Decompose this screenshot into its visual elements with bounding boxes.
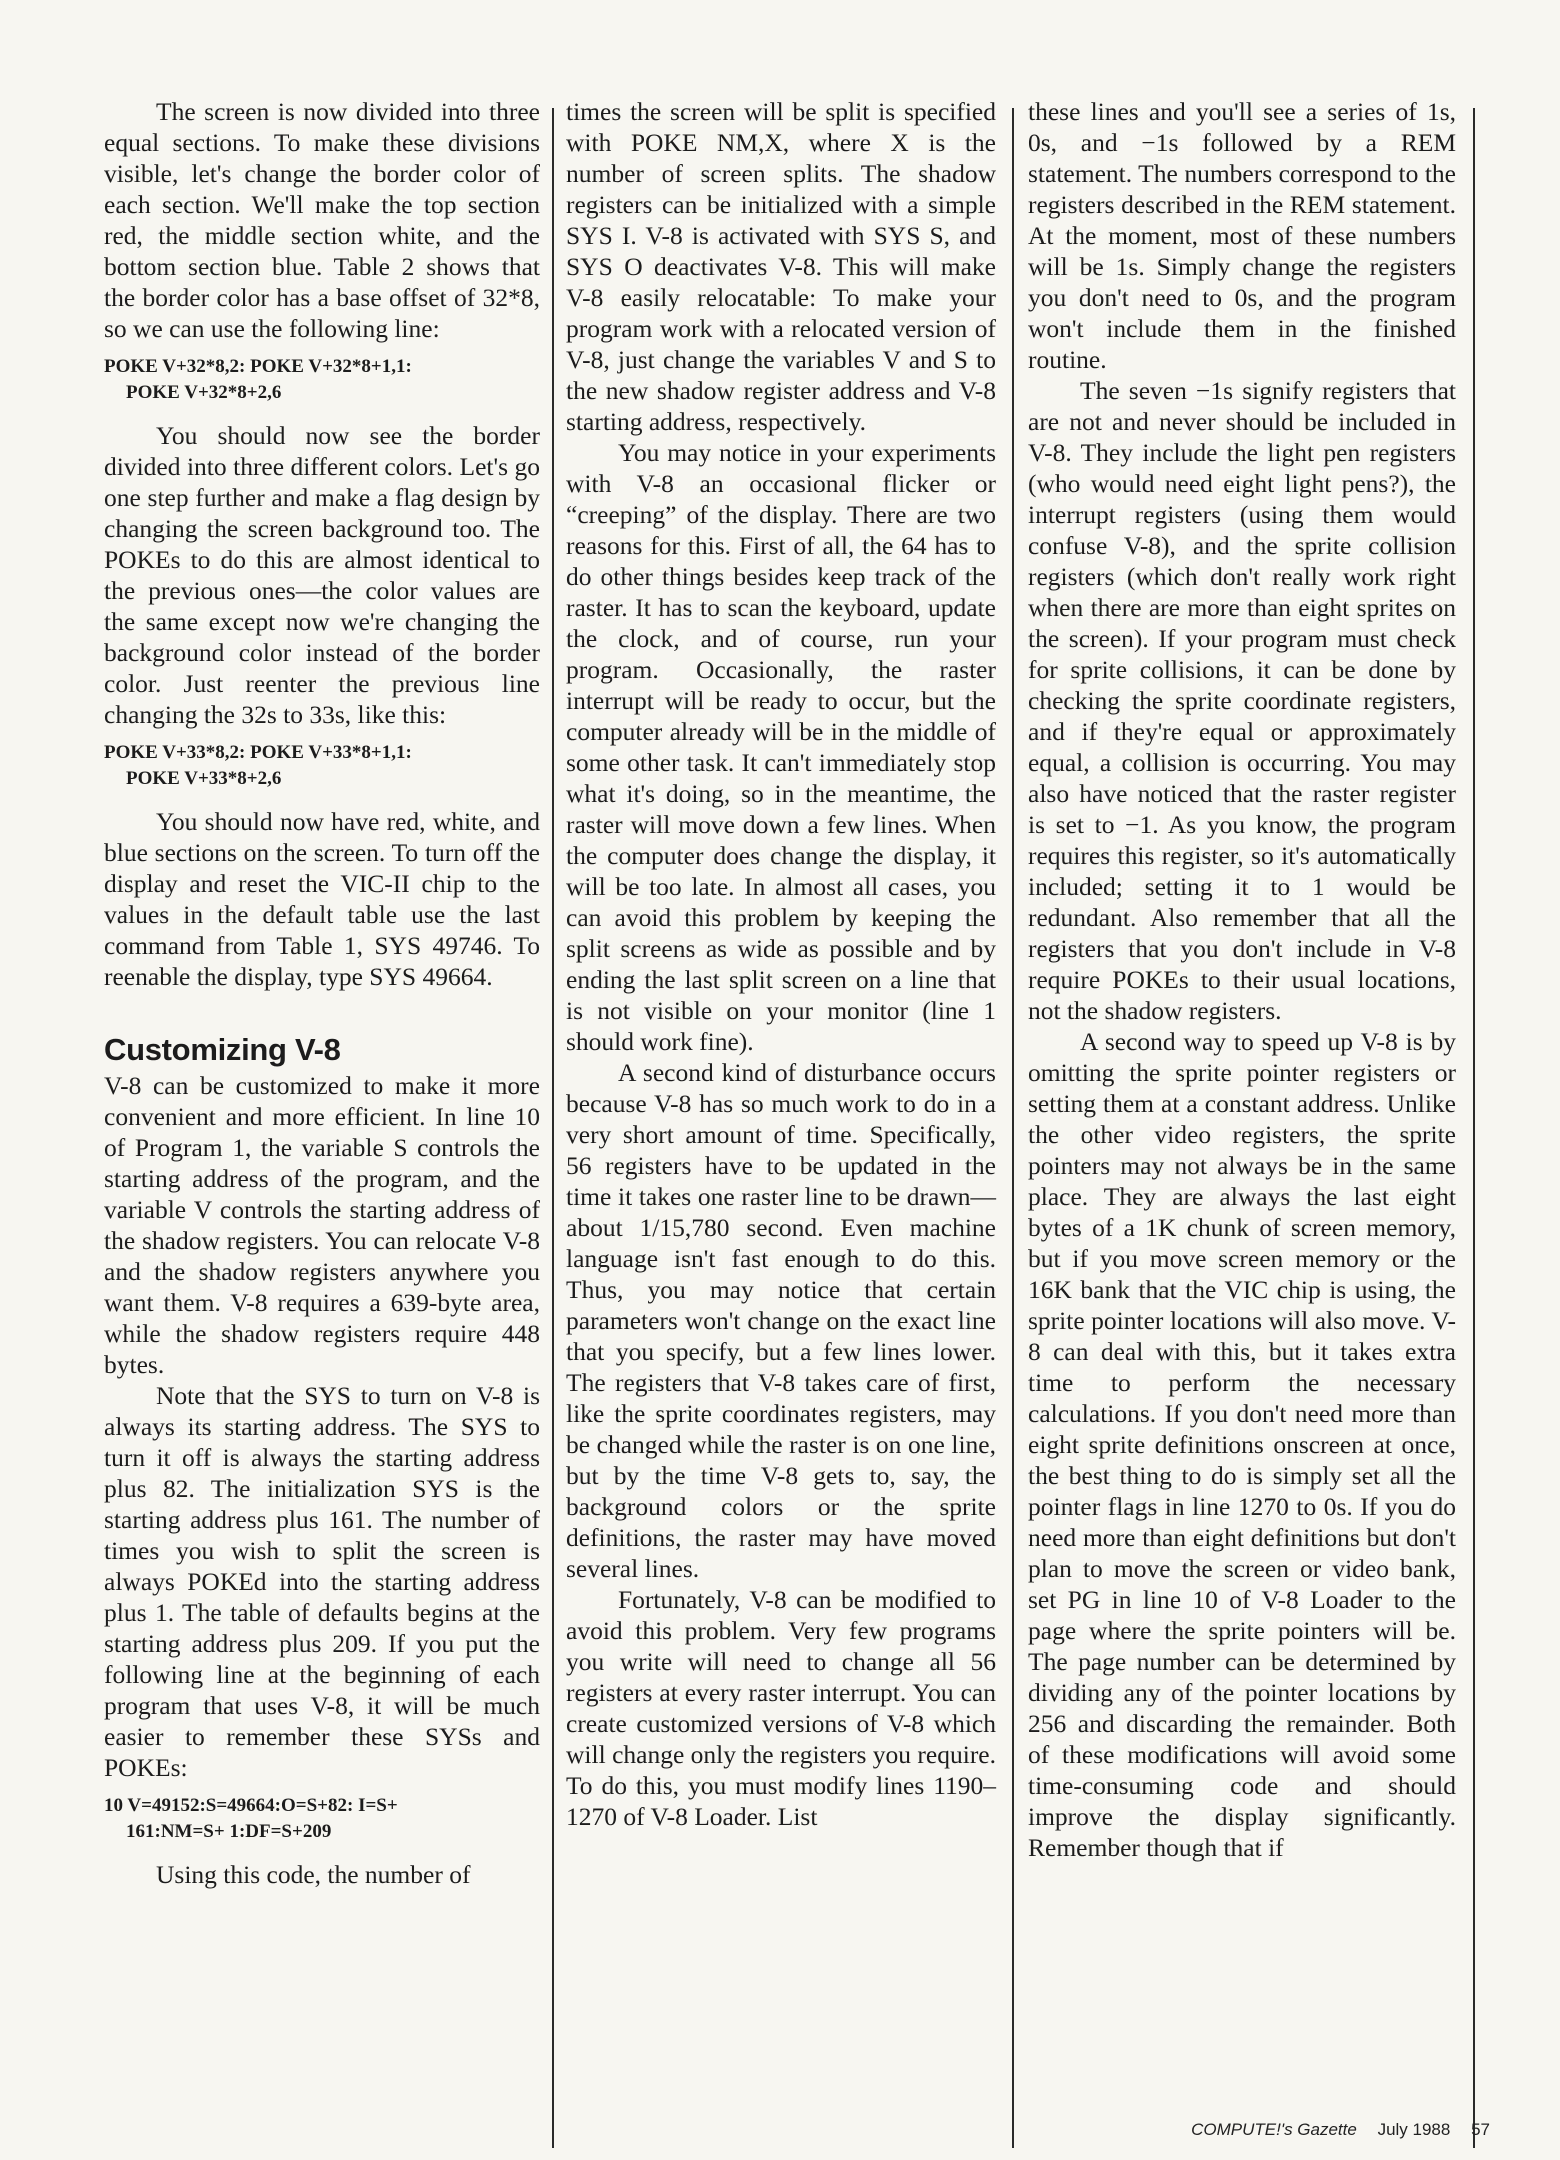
- page-number: 57: [1471, 2120, 1490, 2139]
- code-line: POKE V+32*8,2: POKE V+32*8+1,1:: [104, 356, 412, 377]
- code-line: POKE V+32*8+2,6: [126, 382, 282, 403]
- paragraph: Note that the SYS to turn on V-8 is always its starting address. The SYS to turn it off is always the starting address plus 82. The initialization SYS is the starting address plus 161. The number of times you wish to split the screen is always POKEd into the starting address plus 1. The table of defaults begins at the starting address plus 209. If you put the following line at the beginning of each program that uses V-8, it will be much easier to remember these SYSs and POKEs:: [104, 1381, 540, 1782]
- page-footer: [1191, 2120, 1490, 2140]
- code-line: POKE V+33*8+2,6: [126, 768, 282, 789]
- paragraph: times the screen will be split is specified with POKE NM,X, where X is the number of screen splits. The shadow registers can be initialized with a simple SYS I. V-8 is activated with SYS S, and SYS O deactivates V-8. This will make V-8 easily relocatable: To make your program work with a relocated version of V-8, just change the variables V and S to the new shadow register address and V-8 starting address, respectively.: [566, 97, 996, 436]
- paragraph: Fortunately, V-8 can be modified to avoid this problem. Very few programs you write will need to change all 56 registers at every raster interrupt. You can create customized versions of V-8 which will change only the registers you require. To do this, you must modify lines 1190–1270 of V-8 Loader. List: [566, 1585, 996, 1831]
- article-column-1: [104, 96, 540, 1890]
- code-line: 10 V=49152:S=49664:O=S+82: I=S+: [104, 1795, 398, 1816]
- code-listing: [104, 354, 540, 406]
- paragraph: You may notice in your experiments with V-8 an occasional flicker or “creeping” of the display. There are two reasons for this. First of all, the 64 has to do other things besides keep track of the raster. It has to scan the keyboard, update the clock, and of course, run your program. Occasionally, the raster interrupt will be ready to occur, but the computer already will be in the middle of some other task. It can't immediately stop what it's doing, so in the meantime, the raster will move down a few lines. When the computer does change the display, it will be too late. In almost all cases, you can avoid this problem by keeping the split screens as wide as possible and by ending the last split screen on a line that is not visible on your monitor (line 1 should work fine).: [566, 438, 996, 1056]
- paragraph: A second way to speed up V-8 is by omitting the sprite pointer registers or setting them at a constant address. Unlike the other video registers, the sprite pointers may not always be in the same place. They are always the last eight bytes of a 1K chunk of screen memory, but if you move screen memory or the 16K bank that the VIC chip is using, the sprite pointer locations will also move. V-8 can deal with this, but it takes extra time to perform the necessary calculations. If you don't need more than eight sprite definitions onscreen at once, the best thing to do is simply set all the pointer flags in line 1270 to 0s. If you do need more than eight definitions but don't plan to move the screen or video bank, set PG in line 10 of V-8 Loader to the page where the sprite pointers will be. The page number can be determined by dividing any of the pointer locations by 256 and discarding the remainder. Both of these modifications will avoid some time-consuming code and should improve the display significantly. Remember though that if: [1028, 1027, 1456, 1862]
- code-line: 161:NM=S+ 1:DF=S+209: [126, 1821, 332, 1842]
- paragraph: The seven −1s signify registers that are not and never should be included in V-8. They include the light pen registers (who would need eight light pens?), the interrupt registers (using them would confuse V-8), and the sprite collision registers (which don't really work right when there are more than eight sprites on the screen). If your program must check for sprite collisions, it can be done by checking the sprite coordinate registers, and if they're equal or approximately equal, a collision is occurring. You may also have noticed that the raster register is set to −1. As you know, the program requires this register, so it's automatically included; setting it to 1 would be redundant. Also remember that all the registers that you don't include in V-8 require POKEs to their usual locations, not the shadow registers.: [1028, 376, 1456, 1025]
- article-column-2: [566, 96, 996, 1832]
- column-rule-middle: [1012, 108, 1014, 2148]
- column-rule-left: [552, 108, 554, 2148]
- paragraph: A second kind of disturbance occurs because V-8 has so much work to do in a very short amount of time. Specifically, 56 registers have to be updated in the time it takes one raster line to be drawn—about 1/15,780 second. Even machine language isn't fast enough to do this. Thus, you may notice that certain parameters won't change on the exact line that you specify, but a few lines lower. The registers that V-8 takes care of first, like the sprite coordinates registers, may be changed while the raster is on one line, but by the time V-8 gets to, say, the background colors or the sprite definitions, the raster may have moved several lines.: [566, 1058, 996, 1583]
- column-rule-right: [1473, 108, 1475, 2148]
- code-listing: [104, 740, 540, 792]
- magazine-name: COMPUTE!'s Gazette: [1191, 2120, 1357, 2139]
- section-heading: Customizing V-8: [104, 1032, 341, 1067]
- paragraph: Using this code, the number of: [156, 1860, 471, 1889]
- paragraph: V-8 can be customized to make it more convenient and more efficient. In line 10 of Program 1, the variable S controls the starting address of the program, and the variable V controls the starting address of the shadow registers. You can relocate V-8 and the shadow registers anywhere you want them. V-8 requires a 639-byte area, while the shadow registers require 448 bytes.: [104, 1071, 540, 1379]
- paragraph: You should now have red, white, and blue sections on the screen. To turn off the display and reset the VIC-II chip to the values in the default table use the last command from Table 1, SYS 49746. To reenable the display, type SYS 49664.: [104, 807, 540, 991]
- code-line: POKE V+33*8,2: POKE V+33*8+1,1:: [104, 742, 412, 763]
- code-listing: [104, 1793, 540, 1845]
- issue-date: July 1988: [1377, 2120, 1451, 2139]
- paragraph: You should now see the border divided into three different colors. Let's go one step further and make a flag design by changing the screen background too. The POKEs to do this are almost identical to the previous ones—the color values are the same except now we're changing the background color instead of the border color. Just reenter the previous line changing the 32s to 33s, like this:: [104, 421, 540, 729]
- paragraph: The screen is now divided into three equal sections. To make these divisions visible, let's change the border color of each section. We'll make the top section red, the middle section white, and the bottom section blue. Table 2 shows that the border color has a base offset of 32*8, so we can use the following line:: [104, 97, 540, 343]
- article-column-3: [1028, 96, 1456, 1863]
- paragraph: these lines and you'll see a series of 1s, 0s, and −1s followed by a REM statement. The numbers correspond to the registers described in the REM statement. At the moment, most of these numbers will be 1s. Simply change the registers you don't need to 0s, and the program won't include them in the finished routine.: [1028, 97, 1456, 374]
